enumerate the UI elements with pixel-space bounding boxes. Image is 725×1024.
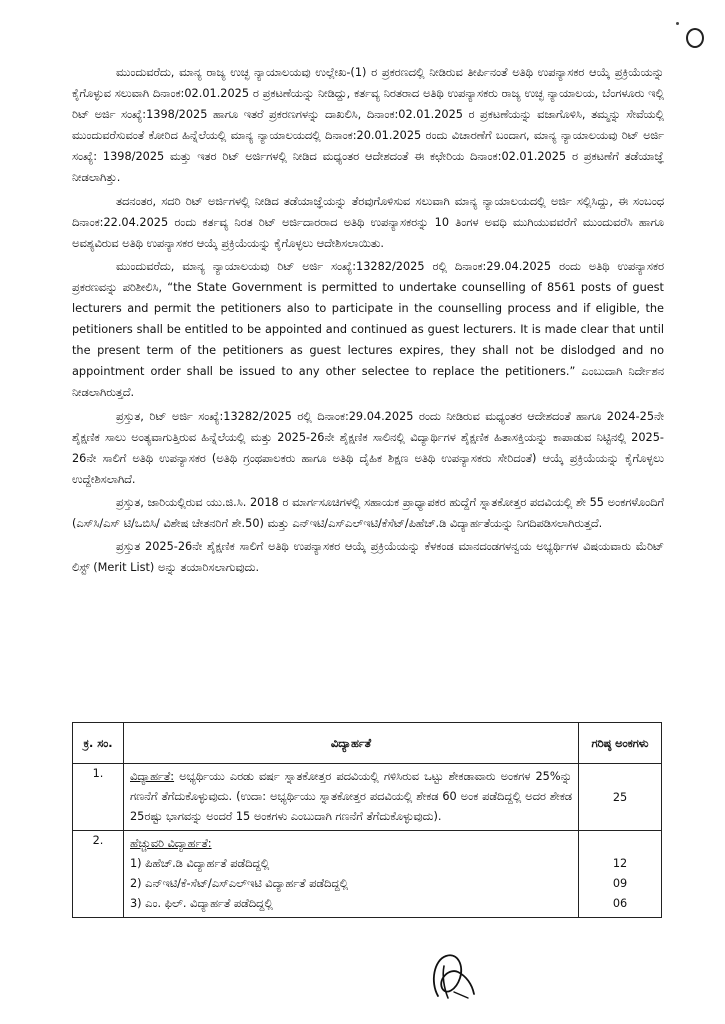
row-description [124, 764, 579, 831]
paragraph-court-direction: ಮುಂದುವರೆದು, ಮಾನ್ಯ ನ್ಯಾಯಾಲಯವು ರಿಟ್ ಅರ್ಜಿ ಸಂಖ್ಯೆ:13282/2025 ರಲ್ಲಿ ದಿನಾಂಕ:29.04.2025 ರಂದು ಅತಿಥಿ ಉಪನ್ಯಾಸಕರ ಪ್ರಕರಣವನ್ನು ಪರಿಶೀಲಿಸಿ, “the State Government is permitted to undertake counselling of 8561 posts of guest lecturers and permit the petitioners also to participate in the counselling process and if eligible, the petitioners shall be entitled to be appointed and continued as guest lecturers. It is made clear that until the present term of the petitioners as guest lectures expires, they shall not be dislodged and no appointment order shall be issued to any other selectee to replace the petitioners.” ಎಂಬುದಾಗಿ ನಿರ್ದೇಶನ ನೀಡಲಾಗಿರುತ್ತದೆ. [72, 259, 664, 400]
list-item: 2) ಎನ್ಇಟಿ/ಕೆ-ಸೆಟ್/ಎಸ್ಎಲ್ಇಟಿ ವಿದ್ಯಾರ್ಹತೆ ಪಡೆದಿದ್ದಲ್ಲಿ [130, 877, 349, 890]
document-body [72, 62, 664, 584]
row-serial: 1. [73, 764, 124, 831]
header-qualification: ವಿದ್ಯಾರ್ಹತೆ [124, 723, 579, 764]
table-header-row [73, 723, 662, 764]
row-text: ಅಭ್ಯರ್ಥಿಯು ಎರಡು ವರ್ಷ ಸ್ನಾತಕೋತ್ತರ ಪದವಿಯಲ್ಲಿ ಗಳಿಸಿರುವ ಒಟ್ಟು ಶೇಕಡಾವಾರು ಅಂಕಗಳ 25%ನ್ನು ಗಣನೆಗೆ ತೆಗೆದುಕೊಳ್ಳುವುದು. (ಉದಾ: ಅಭ್ಯರ್ಥಿಯು ಸ್ನಾತಕೋತ್ತರ ಪದವಿಯಲ್ಲಿ ಶೇಕಡ 60 ಅಂಕ ಪಡೆದಿದ್ದಲ್ಲಿ ಅದರ ಶೇಕಡ 25ರಷ್ಟು ಭಾಗವನ್ನು ಅಂದರೆ 15 ಅಂಕಗಳು ಎಂಬುದಾಗಿ ಗಣನೆಗೆ ತೆಗೆದುಕೊಳ್ಳುವುದು). [130, 770, 572, 823]
paragraph-merit-list: ಪ್ರಸ್ತುತ 2025-26ನೇ ಶೈಕ್ಷಣಿಕ ಸಾಲಿಗೆ ಅತಿಥಿ ಉಪನ್ಯಾಸಕರ ಆಯ್ಕೆ ಪ್ರಕ್ರಿಯೆಯನ್ನು ಕೆಳಕಂಡ ಮಾನದಂಡಗಳನ್ವಯ ಅಭ್ಯರ್ಥಿಗಳ ವಿಷಯವಾರು ಮೆರಿಟ್ ಲಿಸ್ಟ್ (Merit List) ಅನ್ನು ತಯಾರಿಸಲಾಗುವುದು. [72, 540, 664, 575]
paragraph-stay-vacate: ತದನಂತರ, ಸದರಿ ರಿಟ್ ಅರ್ಜಿಗಳಲ್ಲಿ ನೀಡಿದ ತಡೆಯಾಜ್ಞೆಯನ್ನು ತೆರವುಗೊಳಿಸುವ ಸಲುವಾಗಿ ಮಾನ್ಯ ನ್ಯಾಯಾಲಯದಲ್ಲಿ ಅರ್ಜಿ ಸಲ್ಲಿಸಿದ್ದು, ಈ ಸಂಬಂಧ ದಿನಾಂಕ:22.04.2025 ರಂದು ಕರ್ತವ್ಯ ನಿರತ ರಿಟ್ ಅರ್ಜಿದಾರರಾದ ಅತಿಥಿ ಉಪನ್ಯಾಸಕರನ್ನು 10 ತಿಂಗಳ ಅವಧಿ ಮುಗಿಯುವವರೆಗೆ ಮುಂದುವರೆಸಿ ಹಾಗೂ ಅವಶ್ಯವಿರುವ ಅತಿಥಿ ಉಪನ್ಯಾಸಕರ ಆಯ್ಕೆ ಪ್ರಕ್ರಿಯೆಯನ್ನು ಕೈಗೊಳ್ಳಲು ಆದೇಶಿಸಲಾಯಿತು. [72, 194, 664, 250]
row-serial: 2. [73, 831, 124, 918]
paragraph-court-order: ಮುಂದುವರೆದು, ಮಾನ್ಯ ರಾಜ್ಯ ಉಚ್ಛ ನ್ಯಾಯಾಲಯವು ಉಲ್ಲೇಖ-(1) ರ ಪ್ರಕರಣದಲ್ಲಿ ನೀಡಿರುವ ತೀರ್ಪಿನಂತೆ ಅತಿಥಿ ಉಪನ್ಯಾಸಕರ ಆಯ್ಕೆ ಪ್ರಕ್ರಿಯೆಯನ್ನು ಕೈಗೊಳ್ಳುವ ಸಲುವಾಗಿ ದಿನಾಂಕ:02.01.2025 ರ ಪ್ರಕಟಣೆಯನ್ನು ನೀಡಿದ್ದು, ಕರ್ತವ್ಯ ನಿರತರಾದ ಅತಿಥಿ ಉಪನ್ಯಾಸಕರು ರಾಜ್ಯ ಉಚ್ಛ ನ್ಯಾಯಾಲಯ, ಬೆಂಗಳೂರು ಇಲ್ಲಿ ರಿಟ್ ಅರ್ಜಿ ಸಂಖ್ಯೆ:1398/2025 ಹಾಗೂ ಇತರೆ ಪ್ರಕರಣಗಳನ್ನು ದಾಖಲಿಸಿ, ದಿನಾಂಕ:02.01.2025 ರ ಪ್ರಕಟಣೆಯನ್ನು ವಜಾಗೊಳಿಸಿ, ತಮ್ಮನ್ನು ಸೇವೆಯಲ್ಲಿ ಮುಂದುವರೆಸುವಂತೆ ಕೋರಿದ ಹಿನ್ನೆಲೆಯಲ್ಲಿ ಮಾನ್ಯ ನ್ಯಾಯಾಲಯದಲ್ಲಿ ದಿನಾಂಕ:20.01.2025 ರಂದು ವಿಚಾರಣೆಗೆ ಬಂದಾಗ, ಮಾನ್ಯ ನ್ಯಾಯಾಲಯವು ರಿಟ್ ಅರ್ಜಿ ಸಂಖ್ಯೆ: 1398/2025 ಮತ್ತು ಇತರ ರಿಟ್ ಅರ್ಜಿಗಳಲ್ಲಿ ನೀಡಿದ ಮಧ್ಯಂತರ ಆದೇಶದಂತೆ ಈ ಕಛೇರಿಯ ದಿನಾಂಕ:02.01.2025 ರ ಪ್ರಕಟಣೆಗೆ ತಡೆಯಾಜ್ಞೆ ನೀಡಲಾಗಿತ್ತು. [72, 66, 664, 185]
page-dot-mark [676, 22, 679, 25]
list-item: 1) ಪಿಹೆಚ್.ಡಿ ವಿದ್ಯಾರ್ಹತೆ ಪಡೆದಿದ್ದಲ್ಲಿ [130, 857, 270, 870]
row-title: ವಿದ್ಯಾರ್ಹತೆ: [130, 770, 175, 783]
row-title: ಹೆಚ್ಚುವರಿ ವಿದ್ಯಾರ್ಹತೆ: [130, 837, 212, 850]
list-item-marks: 12 [612, 857, 628, 870]
row-marks [579, 831, 662, 918]
row-marks: 25 [579, 764, 662, 831]
header-serial: ಕ್ರ. ಸಂ. [73, 723, 124, 764]
page-corner-mark [686, 28, 704, 48]
signature-icon [424, 948, 480, 1006]
merit-criteria-table [72, 722, 662, 918]
list-item: 3) ಎಂ. ಫಿಲ್. ವಿದ್ಯಾರ್ಹತೆ ಪಡೆದಿದ್ದಲ್ಲಿ [130, 897, 273, 910]
list-item-marks: 06 [612, 897, 628, 910]
row-description [124, 831, 579, 918]
paragraph-selection-intent: ಪ್ರಸ್ತುತ, ರಿಟ್ ಅರ್ಜಿ ಸಂಖ್ಯೆ:13282/2025 ರಲ್ಲಿ ದಿನಾಂಕ:29.04.2025 ರಂದು ನೀಡಿರುವ ಮಧ್ಯಂತರ ಆದೇಶದಂತೆ ಹಾಗೂ 2024-25ನೇ ಶೈಕ್ಷಣಿಕ ಸಾಲು ಅಂತ್ಯವಾಗುತ್ತಿರುವ ಹಿನ್ನೆಲೆಯಲ್ಲಿ ಮತ್ತು 2025-26ನೇ ಶೈಕ್ಷಣಿಕ ಸಾಲಿನಲ್ಲಿ ವಿದ್ಯಾರ್ಥಿಗಳ ಶೈಕ್ಷಣಿಕ ಹಿತಾಸಕ್ತಿಯನ್ನು ಕಾಪಾಡುವ ನಿಟ್ಟಿನಲ್ಲಿ 2025-26ನೇ ಸಾಲಿಗೆ ಅತಿಥಿ ಉಪನ್ಯಾಸಕರ (ಅತಿಥಿ ಗ್ರಂಥಪಾಲಕರು ಹಾಗೂ ಅತಿಥಿ ದೈಹಿಕ ಶಿಕ್ಷಣ ಅತಿಥಿ ಉಪನ್ಯಾಸಕರು ಸೇರಿದಂತೆ) ಆಯ್ಕೆ ಪ್ರಕ್ರಿಯೆಯನ್ನು ಕೈಗೊಳ್ಳಲು ಉದ್ದೇಶಿಸಲಾಗಿದೆ. [72, 409, 664, 486]
paragraph-ugc-guidelines: ಪ್ರಸ್ತುತ, ಜಾರಿಯಲ್ಲಿರುವ ಯು.ಜಿ.ಸಿ. 2018 ರ ಮಾರ್ಗಸೂಚಿಗಳಲ್ಲಿ ಸಹಾಯಕ ಪ್ರಾಧ್ಯಾಪಕರ ಹುದ್ದೆಗೆ ಸ್ನಾತಕೋತ್ತರ ಪದವಿಯಲ್ಲಿ ಶೇ 55 ಅಂಕಗಳೊಂದಿಗೆ (ಎಸ್‌ಸಿ/ಎಸ್ ಟಿ/ಒಬಿಸಿ/ ವಿಶೇಷ ಚೇತನರಿಗೆ ಶೇ.50) ಮತ್ತು ಎನ್ಇಟಿ/ಎಸ್ಎಲ್ಇಟಿ/ಕೆಸೆಟ್/ಪಿಹೆಚ್.ಡಿ ವಿದ್ಯಾರ್ಹತೆಯನ್ನು ನಿಗದಿಪಡಿಸಲಾಗಿರುತ್ತದೆ. [72, 495, 664, 530]
table-row [73, 764, 662, 831]
list-item-marks: 09 [612, 877, 628, 890]
table-row [73, 831, 662, 918]
header-max-marks: ಗರಿಷ್ಠ ಅಂಕಗಳು [579, 723, 662, 764]
